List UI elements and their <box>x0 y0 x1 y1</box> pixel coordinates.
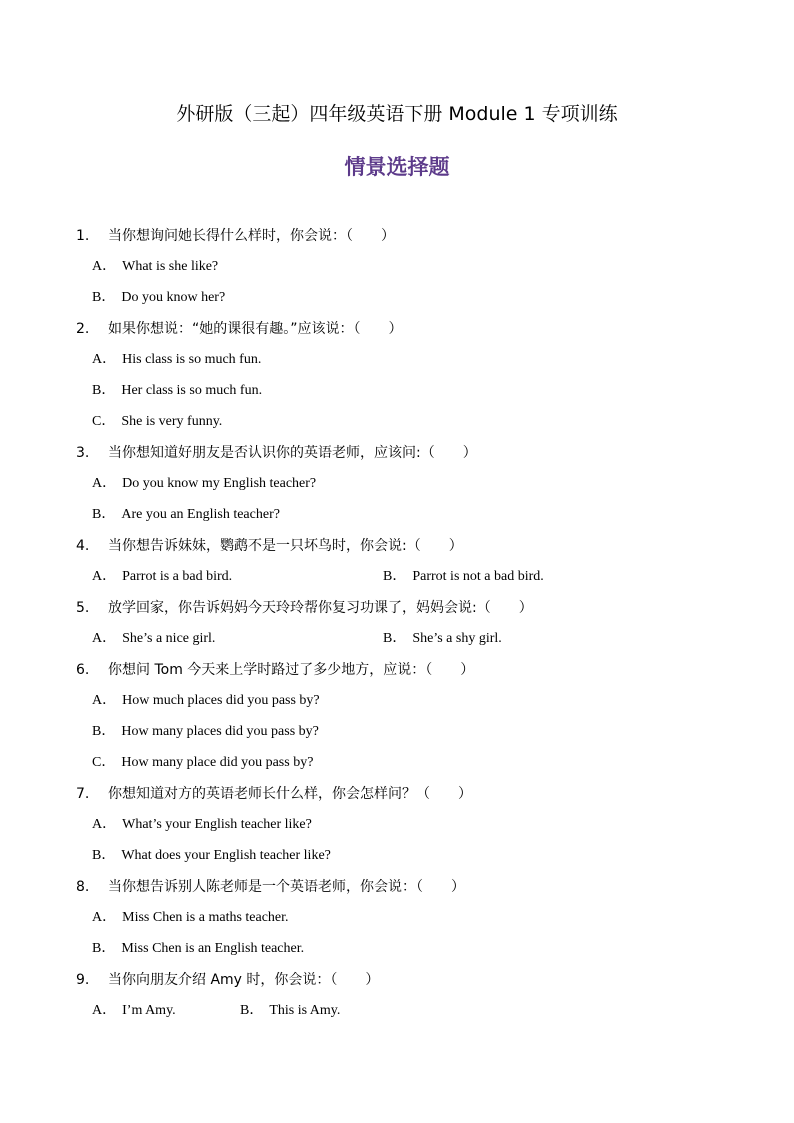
question-6 <box>0 658 794 782</box>
question-2 <box>0 317 794 441</box>
option-b: B． She’s a shy girl. <box>383 631 502 646</box>
question-text: 当你向朋友介绍 Amy 时，你会说：（ ） <box>108 972 380 988</box>
page-title: 外研版（三起）四年级英语下册 Module 1 专项训练 <box>176 103 618 125</box>
option-b: B． What does your English teacher like? <box>92 848 331 863</box>
question-text: 当你想告诉妹妹，鹦鹉不是一只坏鸟时，你会说:（ ） <box>108 538 463 554</box>
option-b: B． Her class is so much fun. <box>92 383 263 398</box>
question-1 <box>0 224 794 317</box>
option-a: A． His class is so much fun. <box>92 352 262 367</box>
question-text: 你想知道对方的英语老师长什么样，你会怎样问？（ ） <box>108 786 472 802</box>
question-7 <box>0 782 794 875</box>
question-number: 2. <box>76 321 90 337</box>
option-a: A． What’s your English teacher like? <box>92 817 312 832</box>
question-9 <box>0 968 794 1030</box>
option-a: A． Miss Chen is a maths teacher. <box>92 910 289 925</box>
question-number: 1. <box>76 228 90 244</box>
question-number: 7. <box>76 786 90 802</box>
option-c: C． How many place did you pass by? <box>92 755 314 770</box>
option-a: A． I’m Amy. <box>92 1003 176 1018</box>
question-number: 9. <box>76 972 90 988</box>
question-8 <box>0 875 794 968</box>
option-a: A． Parrot is a bad bird. <box>92 569 233 584</box>
question-text: 当你想告诉别人陈老师是一个英语老师，你会说：（ ） <box>108 879 465 895</box>
question-number: 6. <box>76 662 90 678</box>
option-b: B． Parrot is not a bad bird. <box>383 569 544 584</box>
question-list <box>0 224 794 1030</box>
question-number: 5. <box>76 600 90 616</box>
option-b: B． This is Amy. <box>240 1003 341 1018</box>
section-heading: 情景选择题 <box>344 154 450 179</box>
question-text: 你想问 Tom 今天来上学时路过了多少地方，应说：（ ） <box>108 662 475 678</box>
option-a: A． She’s a nice girl. <box>92 631 216 646</box>
question-number: 3. <box>76 445 90 461</box>
option-b: B． Do you know her? <box>92 290 226 305</box>
option-c: C． She is very funny. <box>92 414 223 429</box>
option-b: B． How many places did you pass by? <box>92 724 319 739</box>
question-3 <box>0 441 794 534</box>
option-b: B． Miss Chen is an English teacher. <box>92 941 305 956</box>
question-text: 当你想知道好朋友是否认识你的英语老师，应该问:（ ） <box>108 445 477 461</box>
question-4 <box>0 534 794 596</box>
option-a: A． Do you know my English teacher? <box>92 476 317 491</box>
question-number: 8. <box>76 879 90 895</box>
question-number: 4. <box>76 538 90 554</box>
option-a: A． What is she like? <box>92 259 219 274</box>
question-text: 当你想询问她长得什么样时，你会说：（ ） <box>108 228 395 244</box>
question-text: 如果你想说：“她的课很有趣。”应该说：（ ） <box>108 321 403 337</box>
option-b: B． Are you an English teacher? <box>92 507 280 522</box>
question-5 <box>0 596 794 658</box>
option-a: A． How much places did you pass by? <box>92 693 320 708</box>
question-text: 放学回家，你告诉妈妈今天玲玲帮你复习功课了，妈妈会说:（ ） <box>108 600 533 616</box>
